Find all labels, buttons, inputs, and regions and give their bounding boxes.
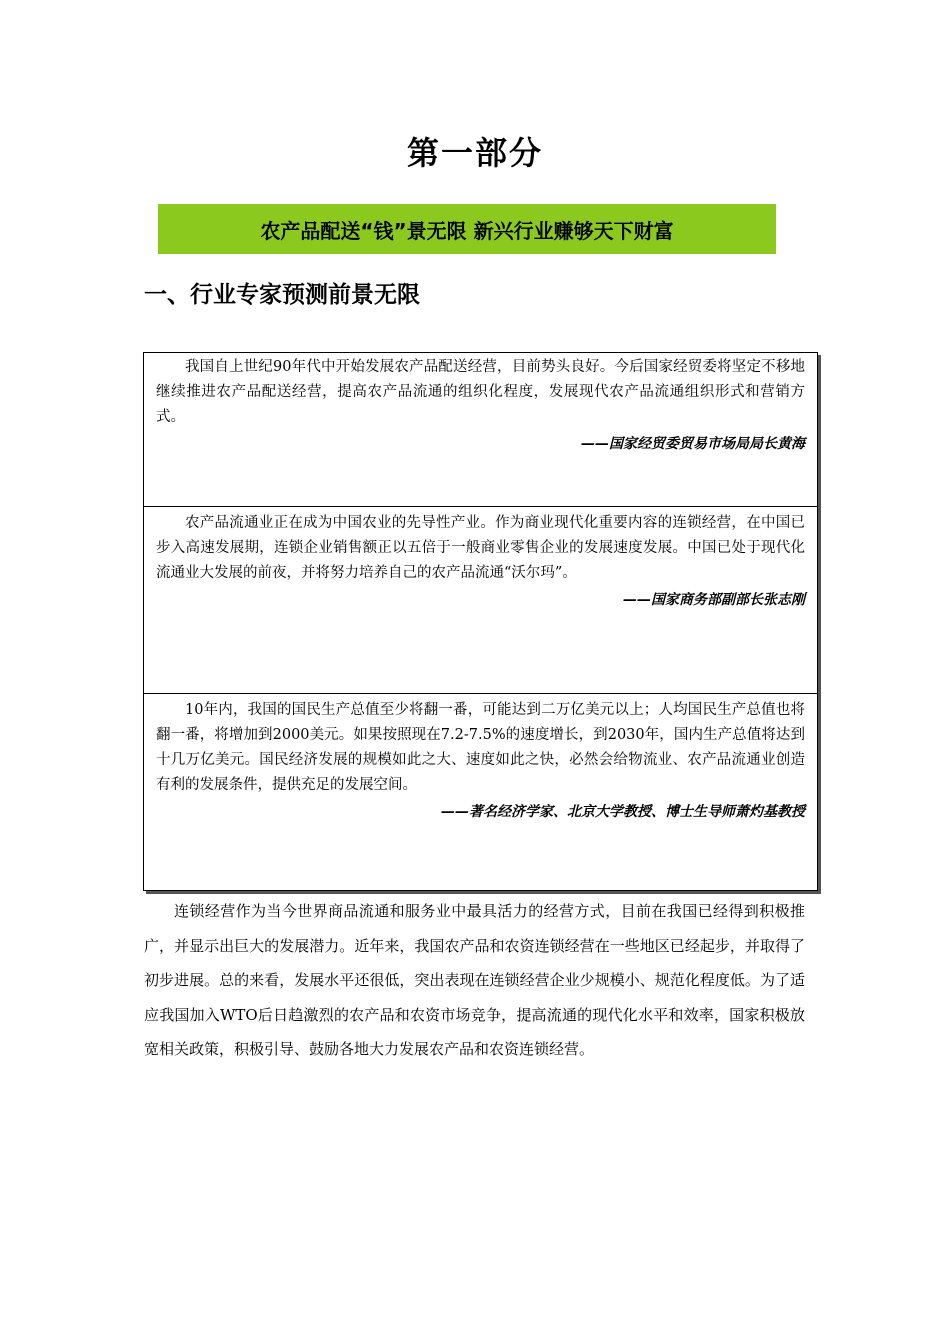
expert-quote <box>144 506 817 693</box>
part-title: 第一部分 <box>406 134 543 172</box>
quote-text: 10年内，我国的国民生产总值至少将翻一番，可能达到二万亿美元以上；人均国民生产总值也将翻一番，将增加到2000美元。如果按照现在7.2-7.5%的速度增长，到2030年，国内生产总值将达到十几万亿美元。国民经济发展的规模如此之大、速度如此之快，必然会给物流业、农产品流通业创造有利的发展条件，提供充足的发展空间。 <box>156 702 805 793</box>
chapter-banner-text: 农产品配送“钱”景无限 新兴行业赚够天下财富 <box>260 218 674 243</box>
quote-text: 我国自上世纪90年代中开始发展农产品配送经营，目前势头良好。今后国家经贸委将坚定不移地继续推进农产品配送经营，提高农产品流通的组织化程度，发展现代农产品流通组织形式和营销方式。 <box>156 359 805 425</box>
section-heading: 一、行业专家预测前景无限 <box>144 282 420 308</box>
body-paragraph: 连锁经营作为当今世界商品流通和服务业中最具活力的经营方式，目前在我国已经得到积极推广，并显示出巨大的发展潜力。近年来，我国农产品和农资连锁经营在一些地区已经起步，并取得了初步进展。总的来看，发展水平还很低，突出表现在连锁经营企业少规模小、规范化程度低。为了适应我国加入WTO后日趋激烈的农产品和农资市场竞争，提高流通的现代化水平和效率，国家积极放宽相关政策，积极引导、鼓励各地大力发展农产品和农资连锁经营。 <box>144 902 805 1058</box>
expert-quote <box>144 353 817 506</box>
quote-text: 农产品流通业正在成为中国农业的先导性产业。作为商业现代化重要内容的连锁经营，在中国已步入高速发展期，连锁企业销售额正以五倍于一般商业零售企业的发展速度发展。中国已处于现代化流通业大发展的前夜，并将努力培养自己的农产品流通“沃尔玛”。 <box>156 515 805 581</box>
expert-quotes-box <box>143 352 818 891</box>
chapter-banner <box>158 204 776 254</box>
quote-source: ——著名经济学家、北京大学教授、博士生导师萧灼基教授 <box>441 804 805 820</box>
quote-source: ——国家商务部副部长张志刚 <box>623 592 805 608</box>
quote-source: ——国家经贸委贸易市场局局长黄海 <box>581 436 805 452</box>
expert-quote <box>144 693 817 890</box>
